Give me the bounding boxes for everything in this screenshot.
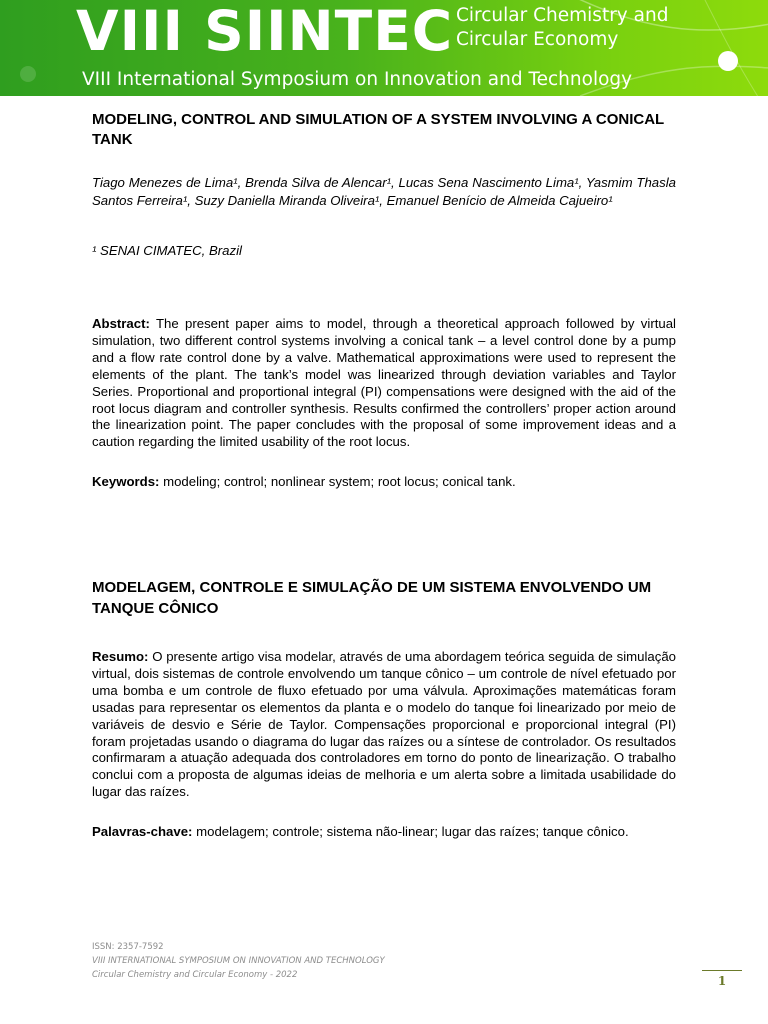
keywords-label: Keywords: xyxy=(92,474,160,489)
palavras-chave-label: Palavras-chave: xyxy=(92,824,193,839)
event-subtitle: VIII International Symposium on Innovation and Technology xyxy=(82,69,633,90)
event-title: VIII SIINTEC xyxy=(76,0,454,63)
header-banner xyxy=(0,0,768,96)
footer-symposium: VIII INTERNATIONAL SYMPOSIUM ON INNOVATION AND TECHNOLOGY xyxy=(92,956,385,966)
affiliation: ¹ SENAI CIMATEC, Brazil xyxy=(92,243,242,258)
event-theme-line-1: Circular Chemistry and xyxy=(456,5,669,26)
resumo-label: Resumo: xyxy=(92,649,149,664)
abstract-label: Abstract: xyxy=(92,316,150,331)
footer-edition: Circular Chemistry and Circular Economy - 2022 xyxy=(92,970,298,980)
page-number: 1 xyxy=(717,974,727,988)
page-number-rule xyxy=(702,970,742,971)
abstract-text: The present paper aims to model, through a theoretical approach followed by virtual simulation, two different control systems involving a conical tank – a level control done by a pump and a flow rate control done by a valve. Mathematical approximations were used to represent the elements of the plant. The tank’s model was linearized through deviation variables and Taylor Series. Proportional and proportional integral (PI) compensations were designed with the aid of the root locus diagram and controller synthesis. Results confirmed the controllers’ proper action around the linearization point. The paper concludes with the proposal of some improvement ideas and a caution regarding the limited usability of the root locus. xyxy=(92,316,676,450)
palavras-chave xyxy=(92,824,676,841)
keywords xyxy=(92,474,676,491)
resumo-text: O presente artigo visa modelar, através de uma abordagem teórica seguida de simulação virtual, dois sistemas de controle envolvendo um tanque cônico – um controle de nível efetuado por uma bomba e um controle de fluxo efetuado por uma válvula. Aproximações matemáticas foram usadas para representar os elementos da planta e o modelo do tanque foi linearizado por meio de variáveis de desvio e Série de Taylor. Compensações proporcional e proporcional integral (PI) foram projetadas usando o diagrama do lugar das raízes ou a síntese de controlador. Os resultados confirmaram a atuação adequada dos controladores em torno do ponto de linearização. O trabalho conclui com a proposta de algumas ideias de melhoria e um alerta sobre a limitada usabilidade do lugar das raízes. xyxy=(92,649,676,800)
paper-title-english: MODELING, CONTROL AND SIMULATION OF A SYSTEM INVOLVING A CONICAL TANK xyxy=(92,111,664,148)
event-theme-line-2: Circular Economy xyxy=(456,29,619,50)
abstract xyxy=(92,316,676,451)
palavras-chave-text: modelagem; controle; sistema não-linear; lugar das raízes; tanque cônico. xyxy=(196,824,629,839)
keywords-text: modeling; control; nonlinear system; root locus; conical tank. xyxy=(163,474,516,489)
footer-issn: ISSN: 2357-7592 xyxy=(92,942,164,952)
paper-title-portuguese: MODELAGEM, CONTROLE E SIMULAÇÃO DE UM SISTEMA ENVOLVENDO UM TANQUE CÔNICO xyxy=(92,579,652,617)
resumo xyxy=(92,649,676,801)
page-footer xyxy=(92,940,385,982)
author-list: Tiago Menezes de Lima¹, Brenda Silva de Alencar¹, Lucas Sena Nascimento Lima¹, Yasmim Thasla Santos Ferreira¹, Suzy Daniella Miranda Oliveira¹, Emanuel Benício de Almeida Cajueiro¹ xyxy=(92,175,676,208)
event-theme xyxy=(456,4,668,52)
